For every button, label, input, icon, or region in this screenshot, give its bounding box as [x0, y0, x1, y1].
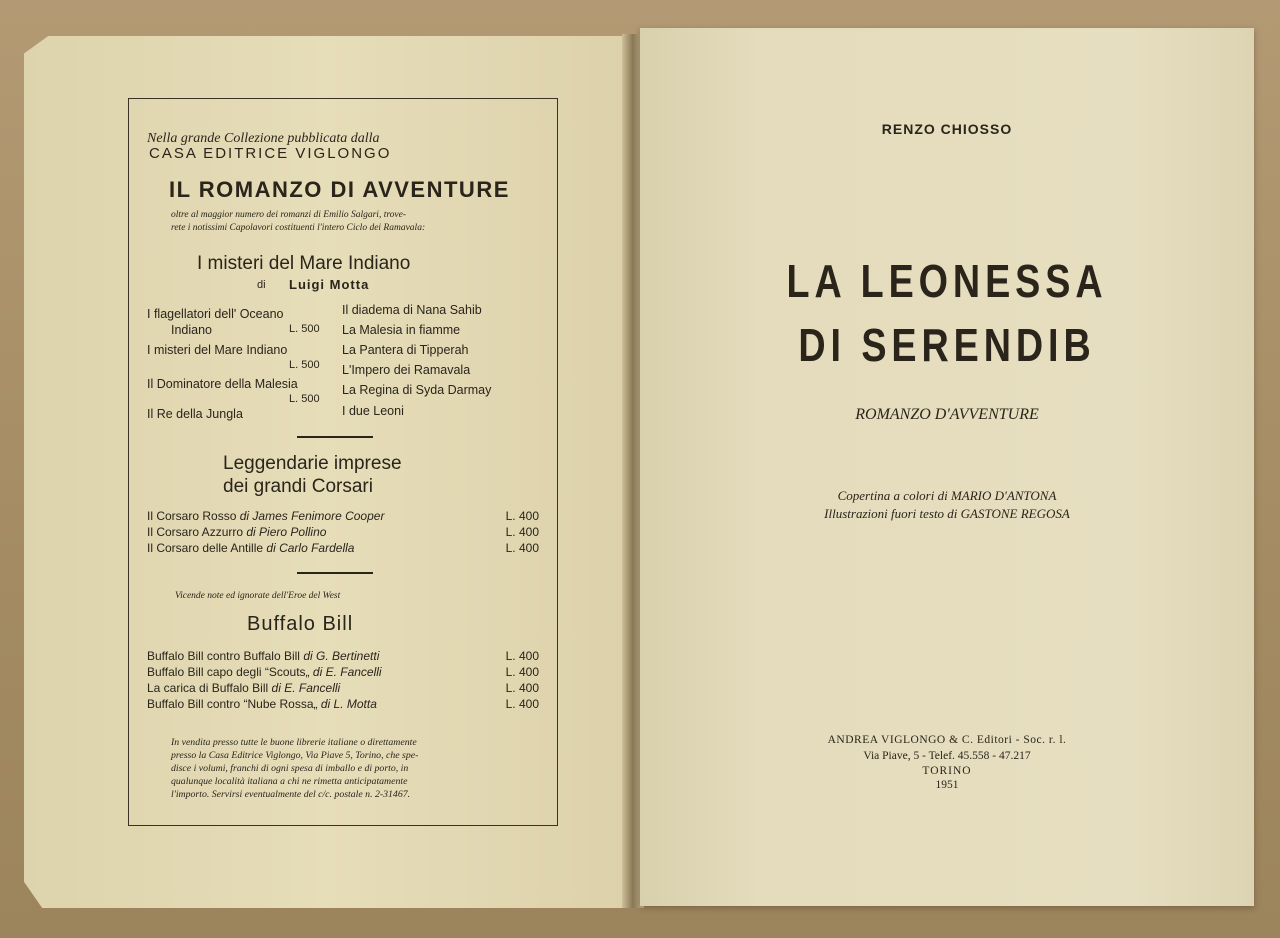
- list-item: Indiano: [171, 323, 213, 337]
- cover-credit: Copertina a colori di MARIO D'ANTONA: [837, 488, 1057, 503]
- book-author: di E. Fancelli: [271, 681, 341, 695]
- section-author-name: Luigi Motta: [289, 277, 370, 292]
- book-price: L. 400: [505, 649, 539, 663]
- intro-line: Nella grande Collezione pubblicata dalla: [147, 131, 380, 146]
- book-title: Il Corsaro delle Antille: [147, 541, 264, 555]
- table-row: [147, 509, 539, 525]
- publisher-name: CASA EDITRICE VIGLONGO: [149, 145, 392, 162]
- section-author-prefix: di: [257, 279, 266, 291]
- list-item: I due Leoni: [342, 404, 404, 418]
- table-row: [147, 665, 539, 681]
- list-item-price: L. 500: [289, 393, 320, 405]
- book-author: di Carlo Fardella: [266, 541, 355, 555]
- list-item: La Regina di Syda Darmay: [342, 383, 492, 397]
- table-row: [147, 697, 539, 713]
- book-price: L. 400: [505, 525, 539, 539]
- list-item: La Pantera di Tipperah: [342, 343, 469, 357]
- list-item: I misteri del Mare Indiano: [147, 343, 288, 357]
- book-title: Buffalo Bill capo degli “Scouts„: [147, 665, 310, 679]
- series-note-line-2: rete i notissimi Capolavori costituenti l'intero Ciclo dei Ramavala:: [171, 223, 426, 233]
- book-title-line-2: DI SERENDIB: [798, 319, 1096, 371]
- book-title: La carica di Buffalo Bill: [147, 681, 269, 695]
- book-author: di G. Bertinetti: [303, 649, 380, 663]
- list-item-price: L. 500: [289, 359, 320, 371]
- book-title: Il Corsaro Azzurro: [147, 525, 244, 539]
- illustration-credit: Illustrazioni fuori testo di GASTONE REGOSA: [824, 506, 1070, 521]
- publisher-address: Via Piave, 5 - Telef. 45.558 - 47.217: [863, 750, 1031, 762]
- book-title: Buffalo Bill contro Buffalo Bill: [147, 649, 300, 663]
- table-row: [147, 649, 539, 665]
- book-title: Buffalo Bill contro “Nube Rossa„: [147, 697, 318, 711]
- book-price: L. 400: [505, 697, 539, 711]
- section-buffalo-bill-title: Buffalo Bill: [247, 613, 354, 635]
- book-author: di E. Fancelli: [312, 665, 382, 679]
- table-row: [147, 541, 539, 557]
- book-price: L. 400: [505, 509, 539, 523]
- section-corsari-title-2: dei grandi Corsari: [223, 476, 373, 497]
- list-item-price: L. 500: [289, 323, 320, 335]
- list-item: Il Dominatore della Malesia: [147, 377, 298, 391]
- book-author: di L. Motta: [320, 697, 377, 711]
- footer-line: l'importo. Servirsi eventualmente del c/c. postale n. 2-31467.: [171, 789, 411, 800]
- table-row: [147, 681, 539, 697]
- buffalo-bill-note: Vicende note ed ignorate dell'Eroe del West: [175, 591, 341, 601]
- footer-line: presso la Casa Editrice Viglongo, Via Piave 5, Torino, che spe-: [171, 750, 419, 761]
- book-title-line-1: LA LEONESSA: [786, 255, 1108, 307]
- divider: [297, 436, 373, 438]
- book-subtitle: ROMANZO D'AVVENTURE: [855, 406, 1039, 423]
- author-name: RENZO CHIOSSO: [881, 121, 1013, 137]
- book-price: L. 400: [505, 541, 539, 555]
- footer-line: qualunque località italiana a chi ne rimetta anticipatamente: [171, 776, 408, 787]
- list-item: La Malesia in fiamme: [342, 323, 461, 337]
- series-note-line-1: oltre al maggior numero dei romanzi di Emilio Salgari, trove-: [171, 210, 407, 220]
- footer-line: In vendita presso tutte le buone librerie italiane o direttamente: [171, 737, 417, 748]
- list-item: Il diadema di Nana Sahib: [342, 303, 482, 317]
- publisher-city: TORINO: [922, 765, 972, 777]
- divider: [297, 572, 373, 574]
- book-title: Il Corsaro Rosso: [147, 509, 237, 523]
- table-row: [147, 525, 539, 541]
- list-item: L'Impero dei Ramavala: [342, 363, 471, 377]
- book-price: L. 400: [505, 681, 539, 695]
- list-item: I flagellatori dell' Oceano: [147, 307, 284, 321]
- publication-year: 1951: [935, 779, 959, 791]
- book-author: di James Fenimore Cooper: [239, 509, 385, 523]
- advertisement-box: [128, 98, 558, 826]
- section-corsari-title-1: Leggendarie imprese: [223, 453, 402, 474]
- series-title: IL ROMANZO DI AVVENTURE: [169, 177, 510, 202]
- footer-line: disce i volumi, franchi di ogni spesa di imballo e di porto, in: [171, 763, 409, 774]
- publisher-imprint: ANDREA VIGLONGO & C. Editori - Soc. r. l.: [827, 734, 1067, 746]
- book-author: di Piero Pollino: [246, 525, 327, 539]
- list-item: Il Re della Jungla: [147, 407, 243, 421]
- section-mare-indiano-title: I misteri del Mare Indiano: [197, 253, 411, 274]
- book-price: L. 400: [505, 665, 539, 679]
